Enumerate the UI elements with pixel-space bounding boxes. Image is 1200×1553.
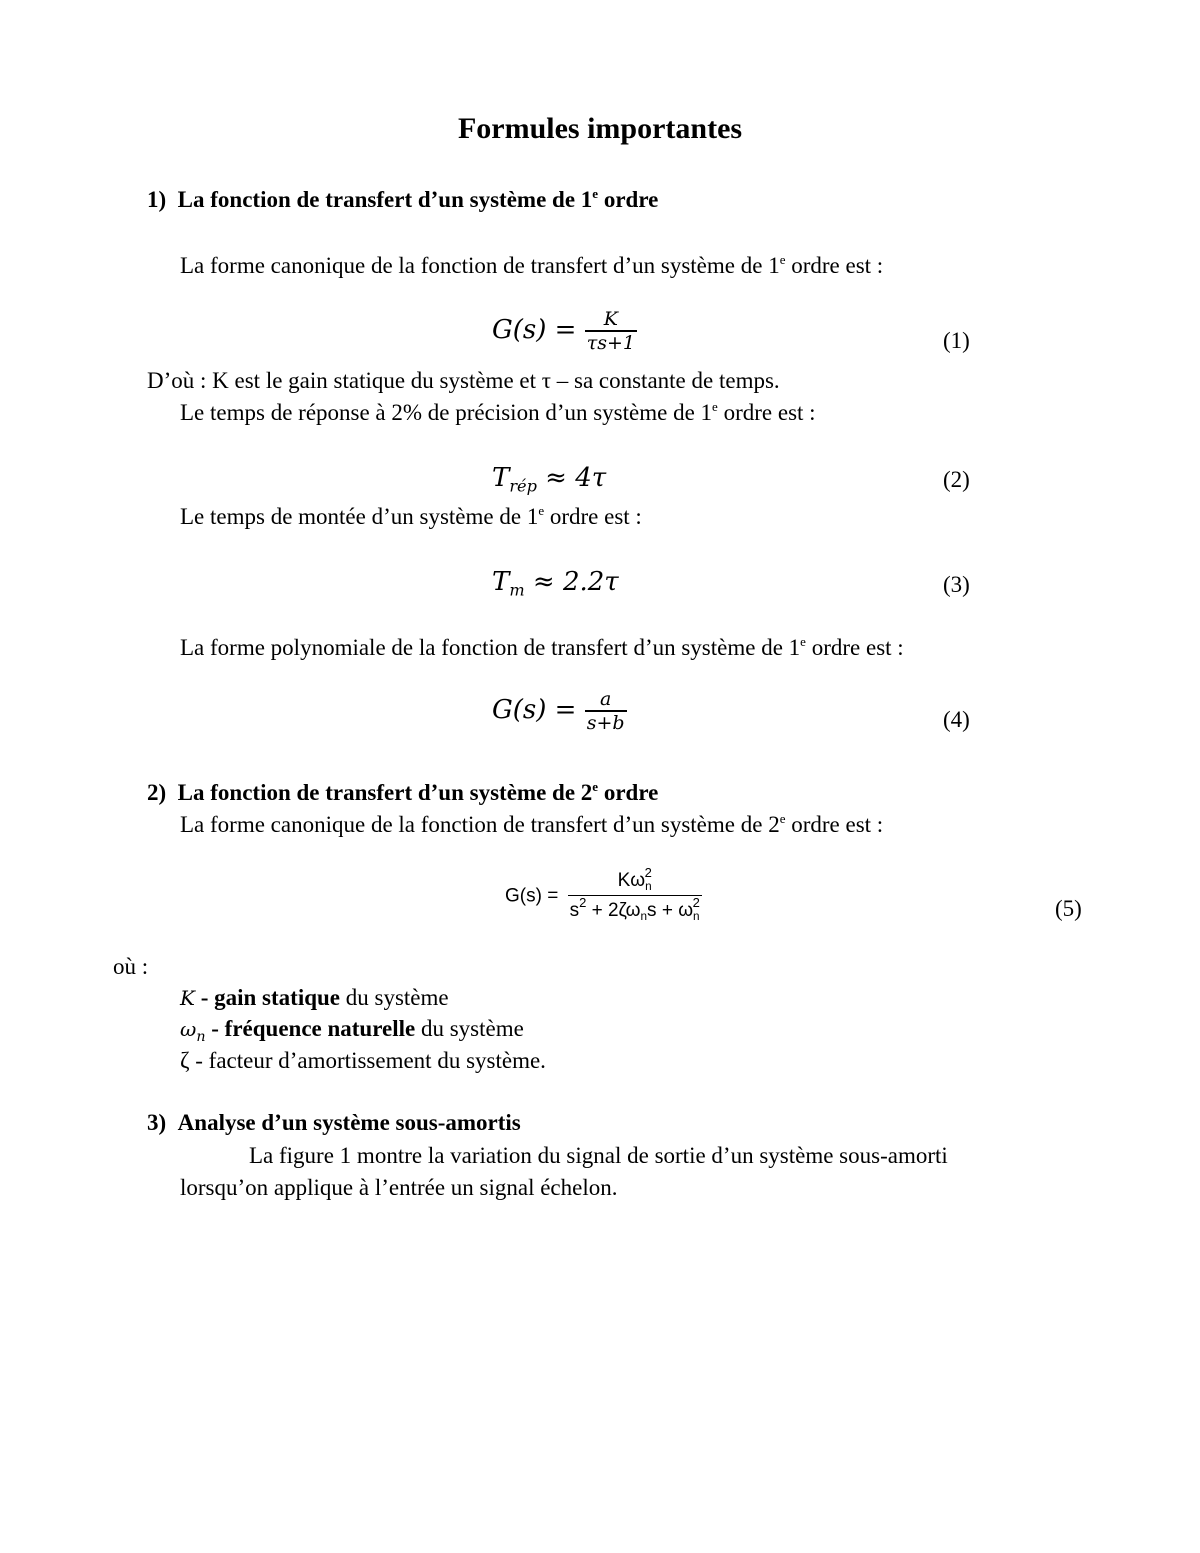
heading-text: ordre [598, 780, 659, 805]
definition-natural-frequency [180, 1016, 524, 1045]
text: du système [340, 985, 449, 1010]
superscript: 2 [644, 865, 652, 880]
text: ordre est : [785, 812, 884, 837]
subscript: m [509, 580, 525, 600]
definition-gain [180, 985, 449, 1011]
polynomial-form-intro [180, 635, 904, 661]
heading-text: ordre [598, 187, 659, 212]
subscript: n [640, 910, 648, 924]
symbol: K [180, 986, 195, 1010]
equation-number: (2) [943, 467, 970, 492]
text: s [569, 900, 580, 922]
equation-number: (5) [1055, 896, 1082, 921]
superscript: e [779, 811, 786, 826]
superscript: e [592, 186, 599, 201]
text: La forme canonique de la fonction de transfert d’un système de 2 [180, 812, 780, 837]
where-label: où : [113, 954, 149, 979]
subscript: n [196, 1028, 206, 1045]
section-2-heading [147, 780, 658, 806]
equation-3 [492, 567, 619, 600]
text: ordre est : [717, 400, 816, 425]
section-1-heading [147, 187, 658, 213]
equation-1 [492, 308, 637, 354]
term: - gain statique [194, 985, 340, 1010]
equation-lhs: G(s) = [492, 315, 577, 345]
text: La forme canonique de la fonction de transfert d’un système de 1 [180, 253, 780, 278]
symbol: T [492, 567, 510, 597]
rise-time-intro [180, 504, 642, 530]
section-3-heading [147, 1110, 521, 1136]
equation-lhs: G(s) = [505, 885, 559, 907]
text: du système [415, 1016, 524, 1041]
denominator: τs+1 [586, 332, 635, 354]
superscript: e [779, 252, 786, 267]
section-number: 1) [147, 187, 167, 212]
equation-4 [492, 688, 627, 734]
response-time-intro [180, 400, 816, 426]
text: ordre est : [544, 504, 642, 529]
section-number: 2) [147, 780, 167, 805]
numerator [568, 865, 702, 896]
symbol: ω [180, 1017, 197, 1041]
fraction [585, 308, 637, 354]
numerator: a [585, 688, 627, 712]
text: Le temps de réponse à 2% de précision d’un système de 1 [180, 400, 713, 425]
text: ordre est : [785, 253, 884, 278]
definition-damping: ζ - facteur d’amortissement du système. [180, 1048, 546, 1073]
heading-text: La fonction de transfert d’un système de 2 [177, 780, 593, 805]
subscript: n [693, 910, 700, 924]
fraction [585, 688, 627, 734]
paragraph-line: lorsqu’on applique à l’entrée un signal échelon. [180, 1175, 618, 1200]
superscript: e [538, 503, 545, 518]
subscript: rép [509, 476, 537, 496]
text: Kω [617, 870, 646, 891]
denominator: s+b [586, 712, 625, 734]
second-order-canonical-intro [180, 812, 883, 838]
heading-text: La fonction de transfert d’un système de 1 [177, 187, 593, 212]
text: ordre est : [805, 635, 904, 660]
text: La forme polynomiale de la fonction de transfert d’un système de 1 [180, 635, 801, 660]
symbol: T [492, 463, 510, 493]
heading-text: Analyse d’un système sous-amortis [177, 1110, 521, 1135]
term: - fréquence naturelle [205, 1016, 416, 1041]
text: s + ω [647, 900, 694, 922]
text: Le temps de montée d’un système de 1 [180, 504, 539, 529]
superscript: e [800, 634, 806, 649]
equation-rhs: ≈ 4τ [536, 463, 607, 493]
first-order-definitions: D’où : K est le gain statique du système et τ – sa constante de temps. [147, 368, 780, 393]
equation-number: (3) [943, 572, 970, 597]
equation-5 [505, 865, 702, 924]
fraction [568, 865, 702, 924]
superscript: 2 [692, 895, 700, 911]
superscript: e [712, 399, 718, 414]
equation-lhs: G(s) = [492, 695, 577, 725]
superscript: 2 [579, 895, 587, 911]
first-order-canonical-intro [180, 253, 883, 279]
text: + 2ζω [586, 900, 641, 922]
equation-number: (1) [943, 328, 970, 353]
page-title: Formules importantes [457, 112, 743, 145]
section-number: 3) [147, 1110, 167, 1135]
subscript: n [645, 880, 652, 894]
equation-number: (4) [943, 707, 970, 732]
equation-rhs: ≈ 2.2τ [524, 567, 619, 597]
numerator: K [585, 308, 637, 332]
denominator [568, 896, 702, 923]
superscript: e [592, 779, 599, 794]
paragraph-line: La figure 1 montre la variation du signal de sortie d’un système sous-amorti [249, 1143, 948, 1168]
equation-2 [492, 463, 606, 496]
